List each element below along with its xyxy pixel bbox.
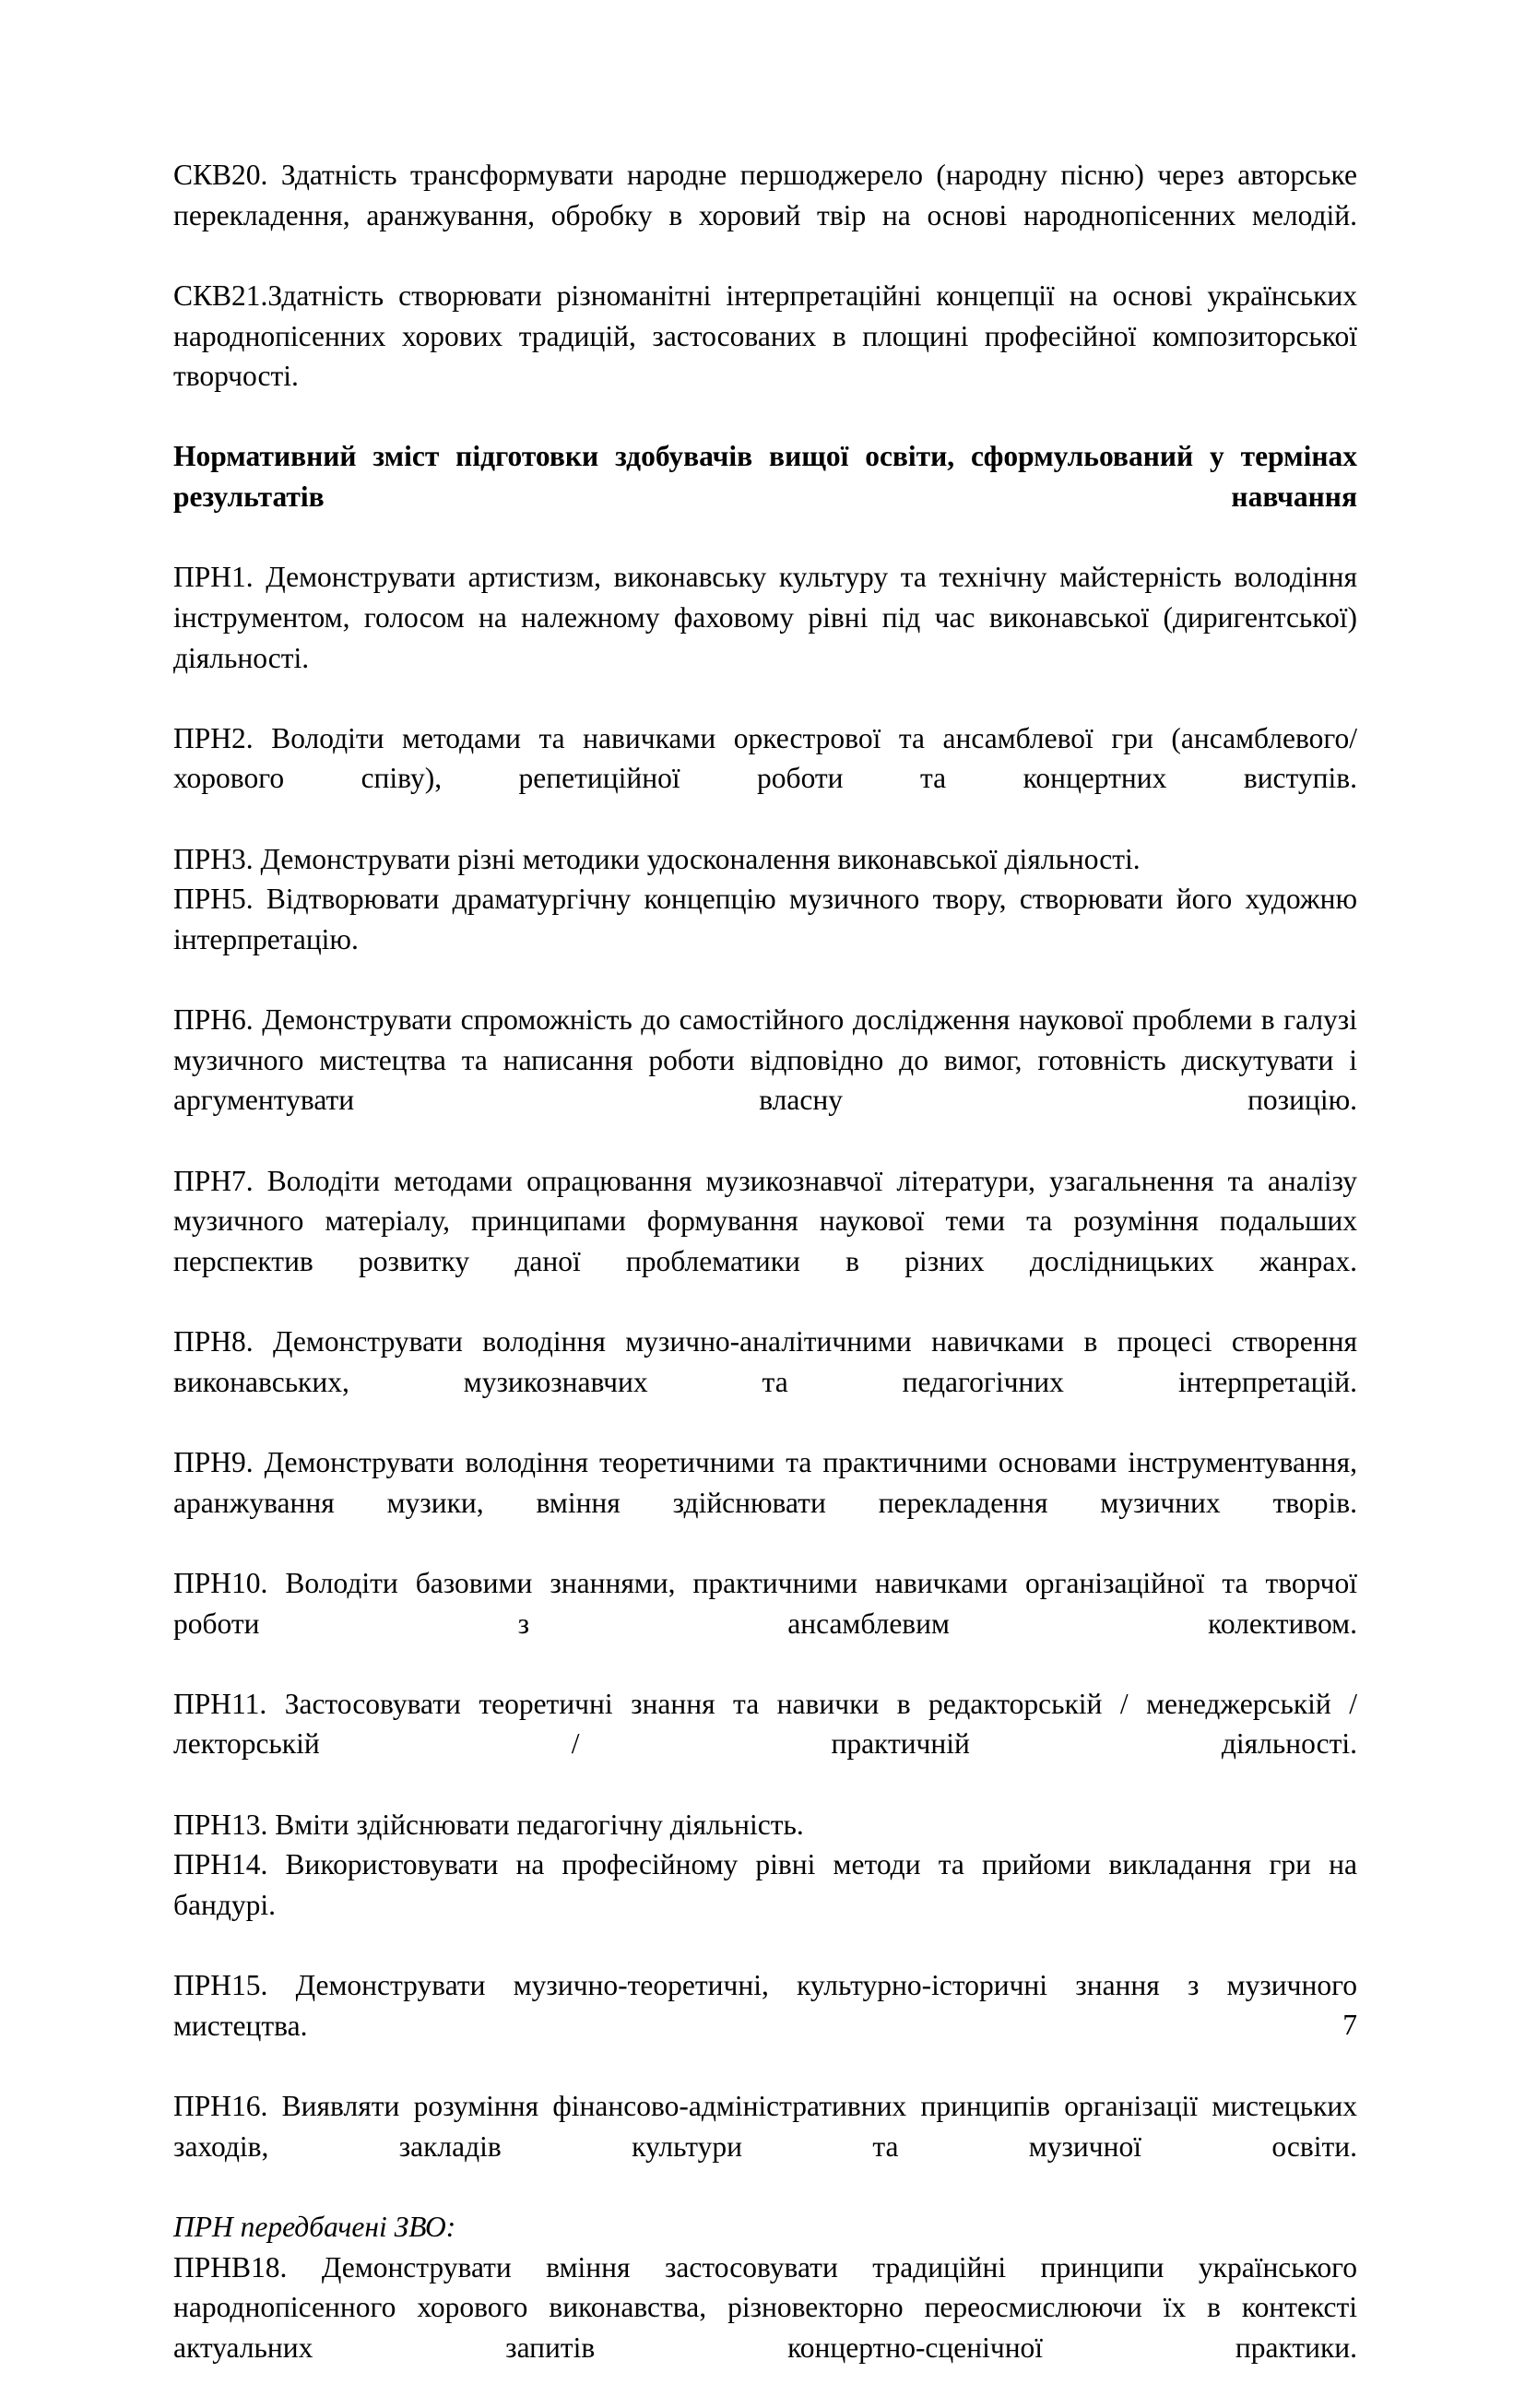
paragraph-prn6: ПРН6. Демонструвати спроможність до самостійного дослідження наукової проблеми в галузі музичного мистецтва та написання роботи відповідно до вимог, готовність дискутувати і аргументувати власну позицію. <box>173 1000 1357 1161</box>
paragraph-prn11: ПРН11. Застосовувати теоретичні знання та навички в редакторській / менеджерській / лекторській / практичній діяльності. <box>173 1684 1357 1805</box>
prn-zvo-note: ПРН передбачені ЗВО: <box>173 2207 1357 2248</box>
paragraph-prn2: ПРН2. Володіти методами та навичками оркестрової та ансамблевої гри (ансамблевого/ хорового співу), репетиційної роботи та концертних виступів. <box>173 718 1357 839</box>
paragraph-prn5: ПРН5. Відтворювати драматургічну концепцію музичного твору, створювати його художню інтерпретацію. <box>173 879 1357 1000</box>
paragraph-prn14: ПРН14. Використовувати на професійному рівні методи та прийоми викладання гри на бандурі. <box>173 1845 1357 1965</box>
paragraph-prn1: ПРН1. Демонструвати артистизм, виконавську культуру та технічну майстерність володіння інструментом, голосом на належному фаховому рівні під час виконавської (диригентської) діяльності. <box>173 557 1357 718</box>
paragraph-prn13: ПРН13. Вміти здійснювати педагогічну діяльність. <box>173 1805 1357 1845</box>
paragraph-prn8: ПРН8. Демонструвати володіння музично-аналітичними навичками в процесі створення виконавських, музикознавчих та педагогічних інтерпретацій. <box>173 1322 1357 1442</box>
paragraph-skv20: СКВ20. Здатність трансформувати народне першоджерело (народну пісню) через авторське перекладення, аранжування, обробку в хоровий твір на основі народнопісенних мелодій. <box>173 155 1357 276</box>
document-body <box>173 155 1357 2408</box>
paragraph-prn15: ПРН15. Демонструвати музично-теоретичні, культурно-історичні знання з музичного мистецтва. <box>173 1965 1357 2086</box>
paragraph-prn3: ПРН3. Демонструвати різні методики удосконалення виконавської діяльності. <box>173 839 1357 880</box>
paragraph-prn16: ПРН16. Виявляти розуміння фінансово-адміністративних принципів організації мистецьких заходів, закладів культури та музичної освіти. <box>173 2086 1357 2207</box>
paragraph-prnv18: ПРНВ18. Демонструвати вміння застосовувати традиційні принципи українського народнопісенного хорового виконавства, різновекторно переосмислюючи їх в контексті актуальних запитів концертно-сценічної практики. <box>173 2248 1357 2408</box>
paragraph-prn7: ПРН7. Володіти методами опрацювання музикознавчої літератури, узагальнення та аналізу музичного матеріалу, принципами формування наукової теми та розуміння подальших перспектив розвитку даної проблематики в різних дослідницьких жанрах. <box>173 1161 1357 1323</box>
paragraph-prn10: ПРН10. Володіти базовими знаннями, практичними навичками організаційної та творчої роботи з ансамблевим колективом. <box>173 1563 1357 1684</box>
normative-content-heading: Нормативний зміст підготовки здобувачів вищої освіти, сформульований у термінах результатів навчання <box>173 436 1357 557</box>
page-number: 7 <box>1342 2011 1357 2040</box>
paragraph-prn9: ПРН9. Демонструвати володіння теоретичними та практичними основами інструментування, аранжування музики, вміння здійснювати перекладення музичних творів. <box>173 1442 1357 1563</box>
paragraph-skv21: СКВ21.Здатність створювати різноманітні інтерпретаційні концепції на основі українських народнопісенних хорових традицій, застосованих в площині професійної композиторської творчості. <box>173 276 1357 437</box>
